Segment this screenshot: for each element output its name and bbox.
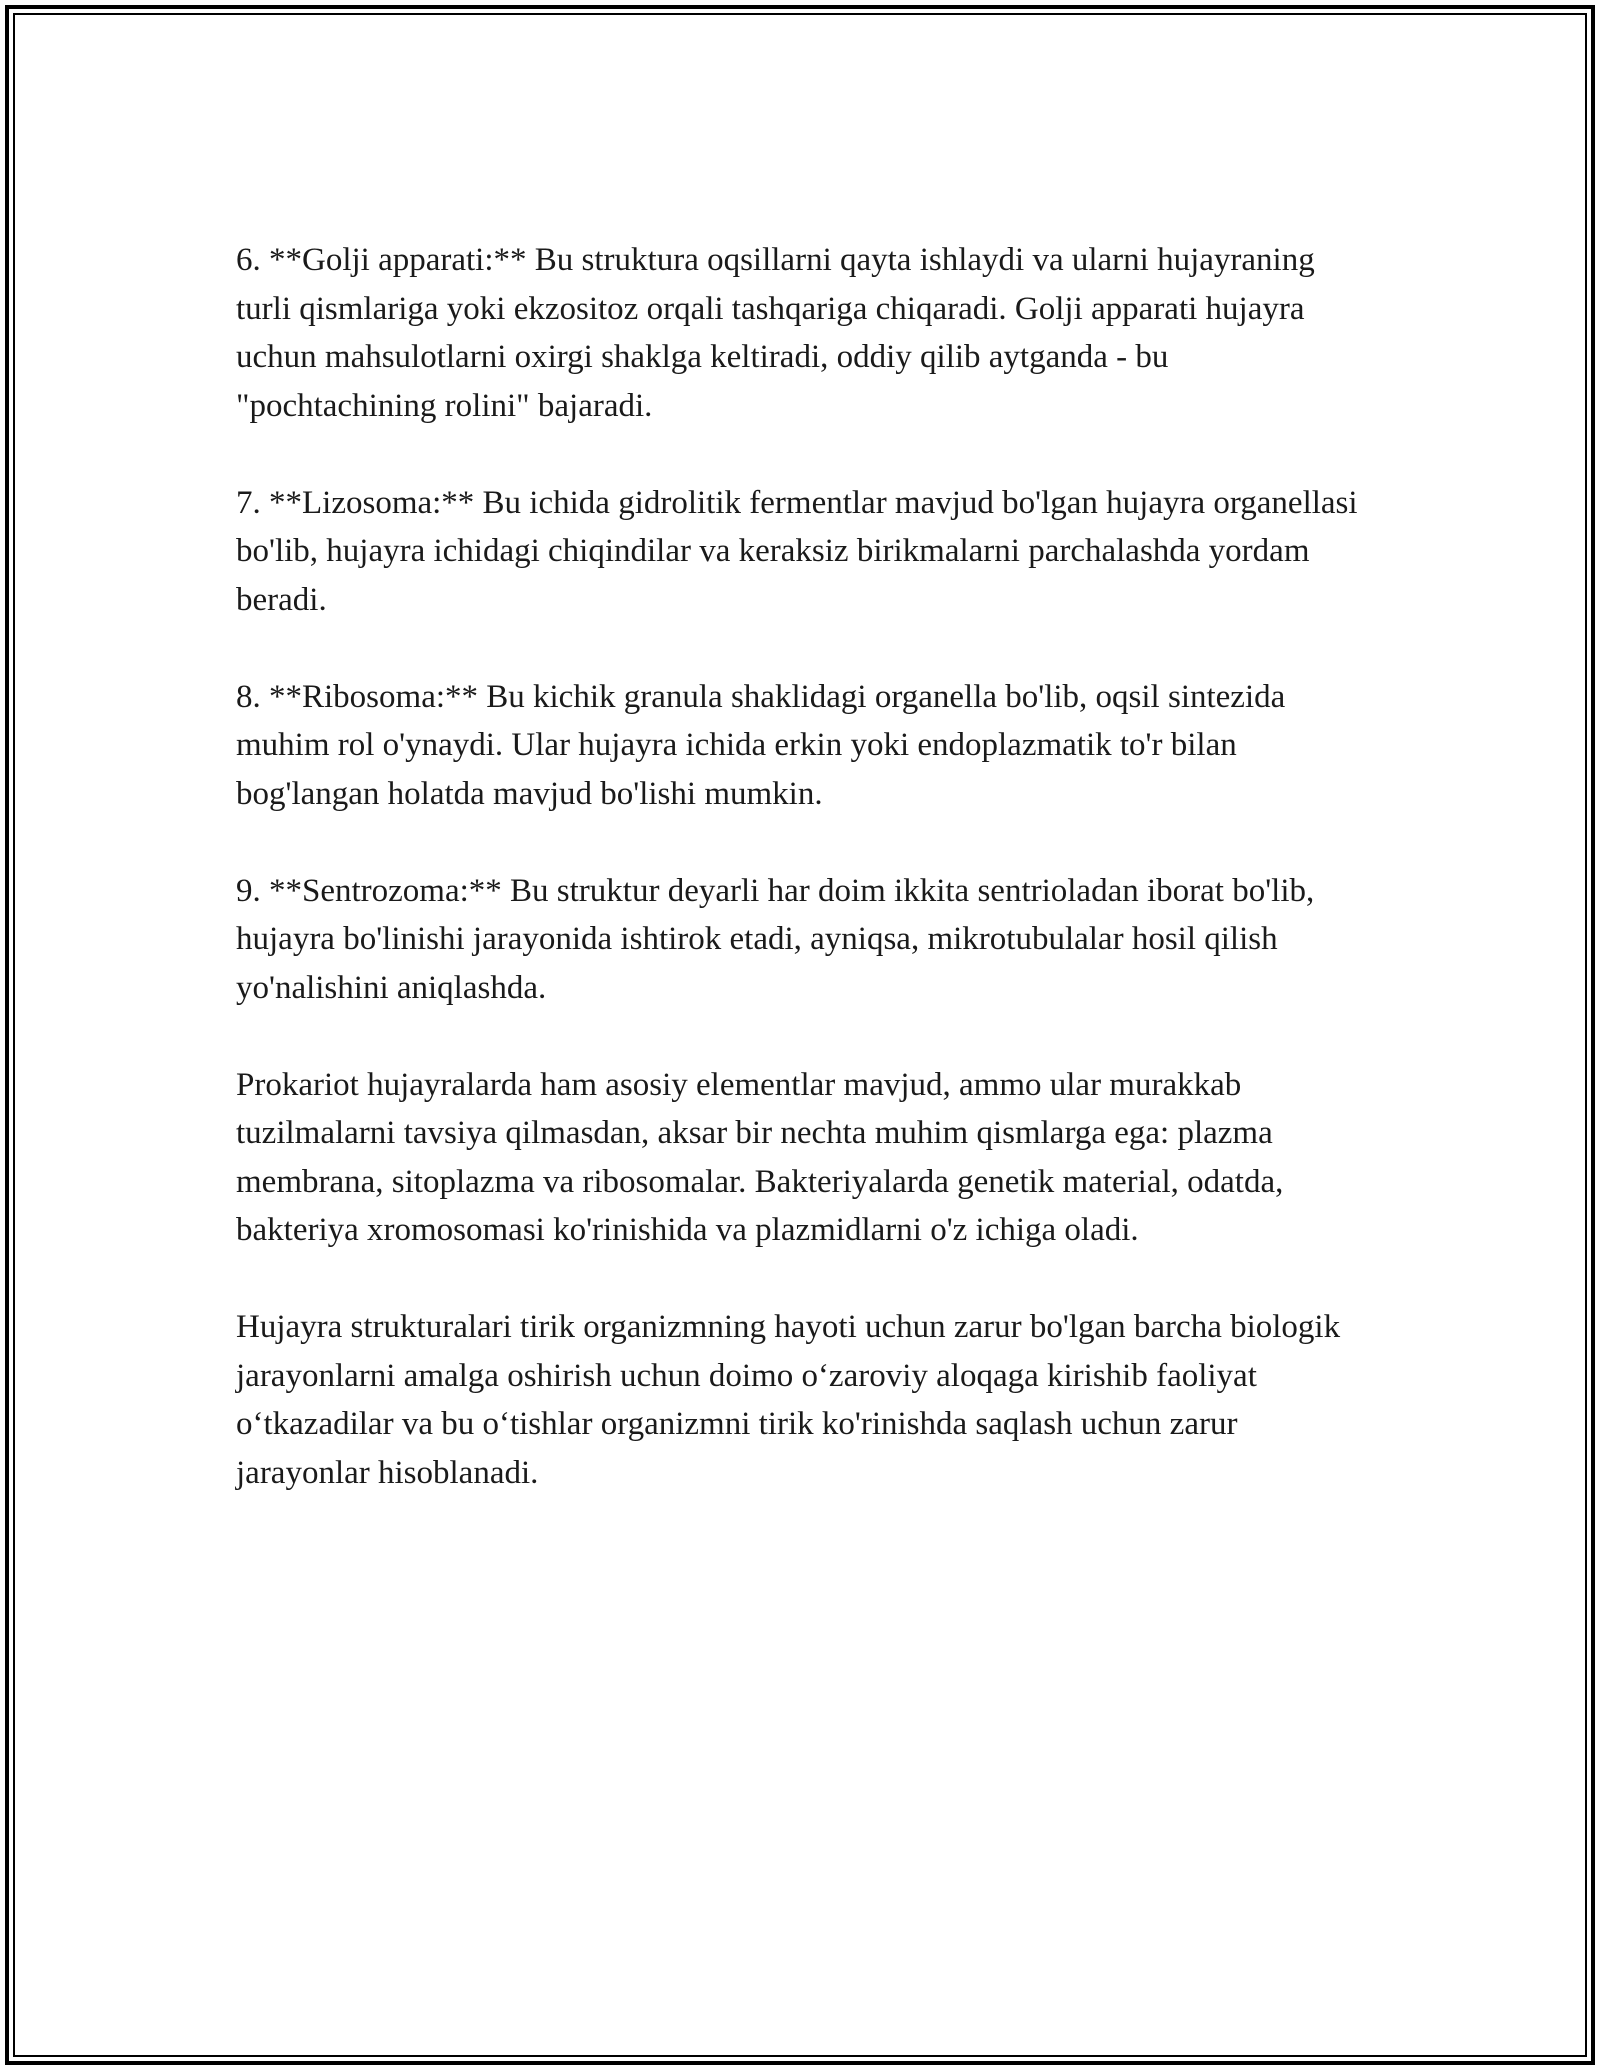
paragraph-hujayra-strukturalari: Hujayra strukturalari tirik organizmning hayoti uchun zarur bo'lgan barcha biologik jarayonlarni amalga oshirish uchun doimo o‘zaroviy aloqaga kirishib faoliyat o‘tkazadilar va bu o‘tishlar organizmni tirik ko'rinishda saqlash uchun zarur jarayonlar hisoblanadi. (236, 1309, 1341, 1491)
paragraph-golji-apparati: 6. **Golji apparati:** Bu struktura oqsillarni qayta ishlaydi va ularni hujayraning turli qismlariga yoki ekzositoz orqali tashqariga chiqaradi. Golji apparati hujayra uchun mahsulotlarni oxirgi shaklga keltiradi, oddiy qilib aytganda - bu "pochtachining rolini" bajaradi. (236, 242, 1315, 424)
paragraph-ribosoma: 8. **Ribosoma:** Bu kichik granula shaklidagi organella bo'lib, oqsil sintezida muhim rol o'ynaydi. Ular hujayra ichida erkin yoki endoplazmatik to'r bilan bog'langan holatda mavjud bo'lishi mumkin. (236, 678, 1286, 812)
paragraph-lizosoma: 7. **Lizosoma:** Bu ichida gidrolitik fermentlar mavjud bo'lgan hujayra organellasi bo'lib, hujayra ichidagi chiqindilar va keraksiz birikmalarni parchalashda yordam beradi. (236, 484, 1358, 618)
paragraph-sentrozoma: 9. **Sentrozoma:** Bu struktur deyarli har doim ikkita sentrioladan iborat bo'lib, hujayra bo'linishi jarayonida ishtirok etadi, ayniqsa, mikrotubulalar hosil qilish yo'nalishini aniqlashda. (236, 872, 1315, 1006)
document-body (236, 236, 1366, 1546)
paragraph-prokariot: Prokariot hujayralarda ham asosiy elementlar mavjud, ammo ular murakkab tuzilmalarni tavsiya qilmasdan, aksar bir nechta muhim qismlarga ega: plazma membrana, sitoplazma va ribosomalar. Bakteriyalarda genetik material, odatda, bakteriya xromosomasi ko'rinishida va plazmidlarni o'z ichiga oladi. (236, 1066, 1284, 1248)
